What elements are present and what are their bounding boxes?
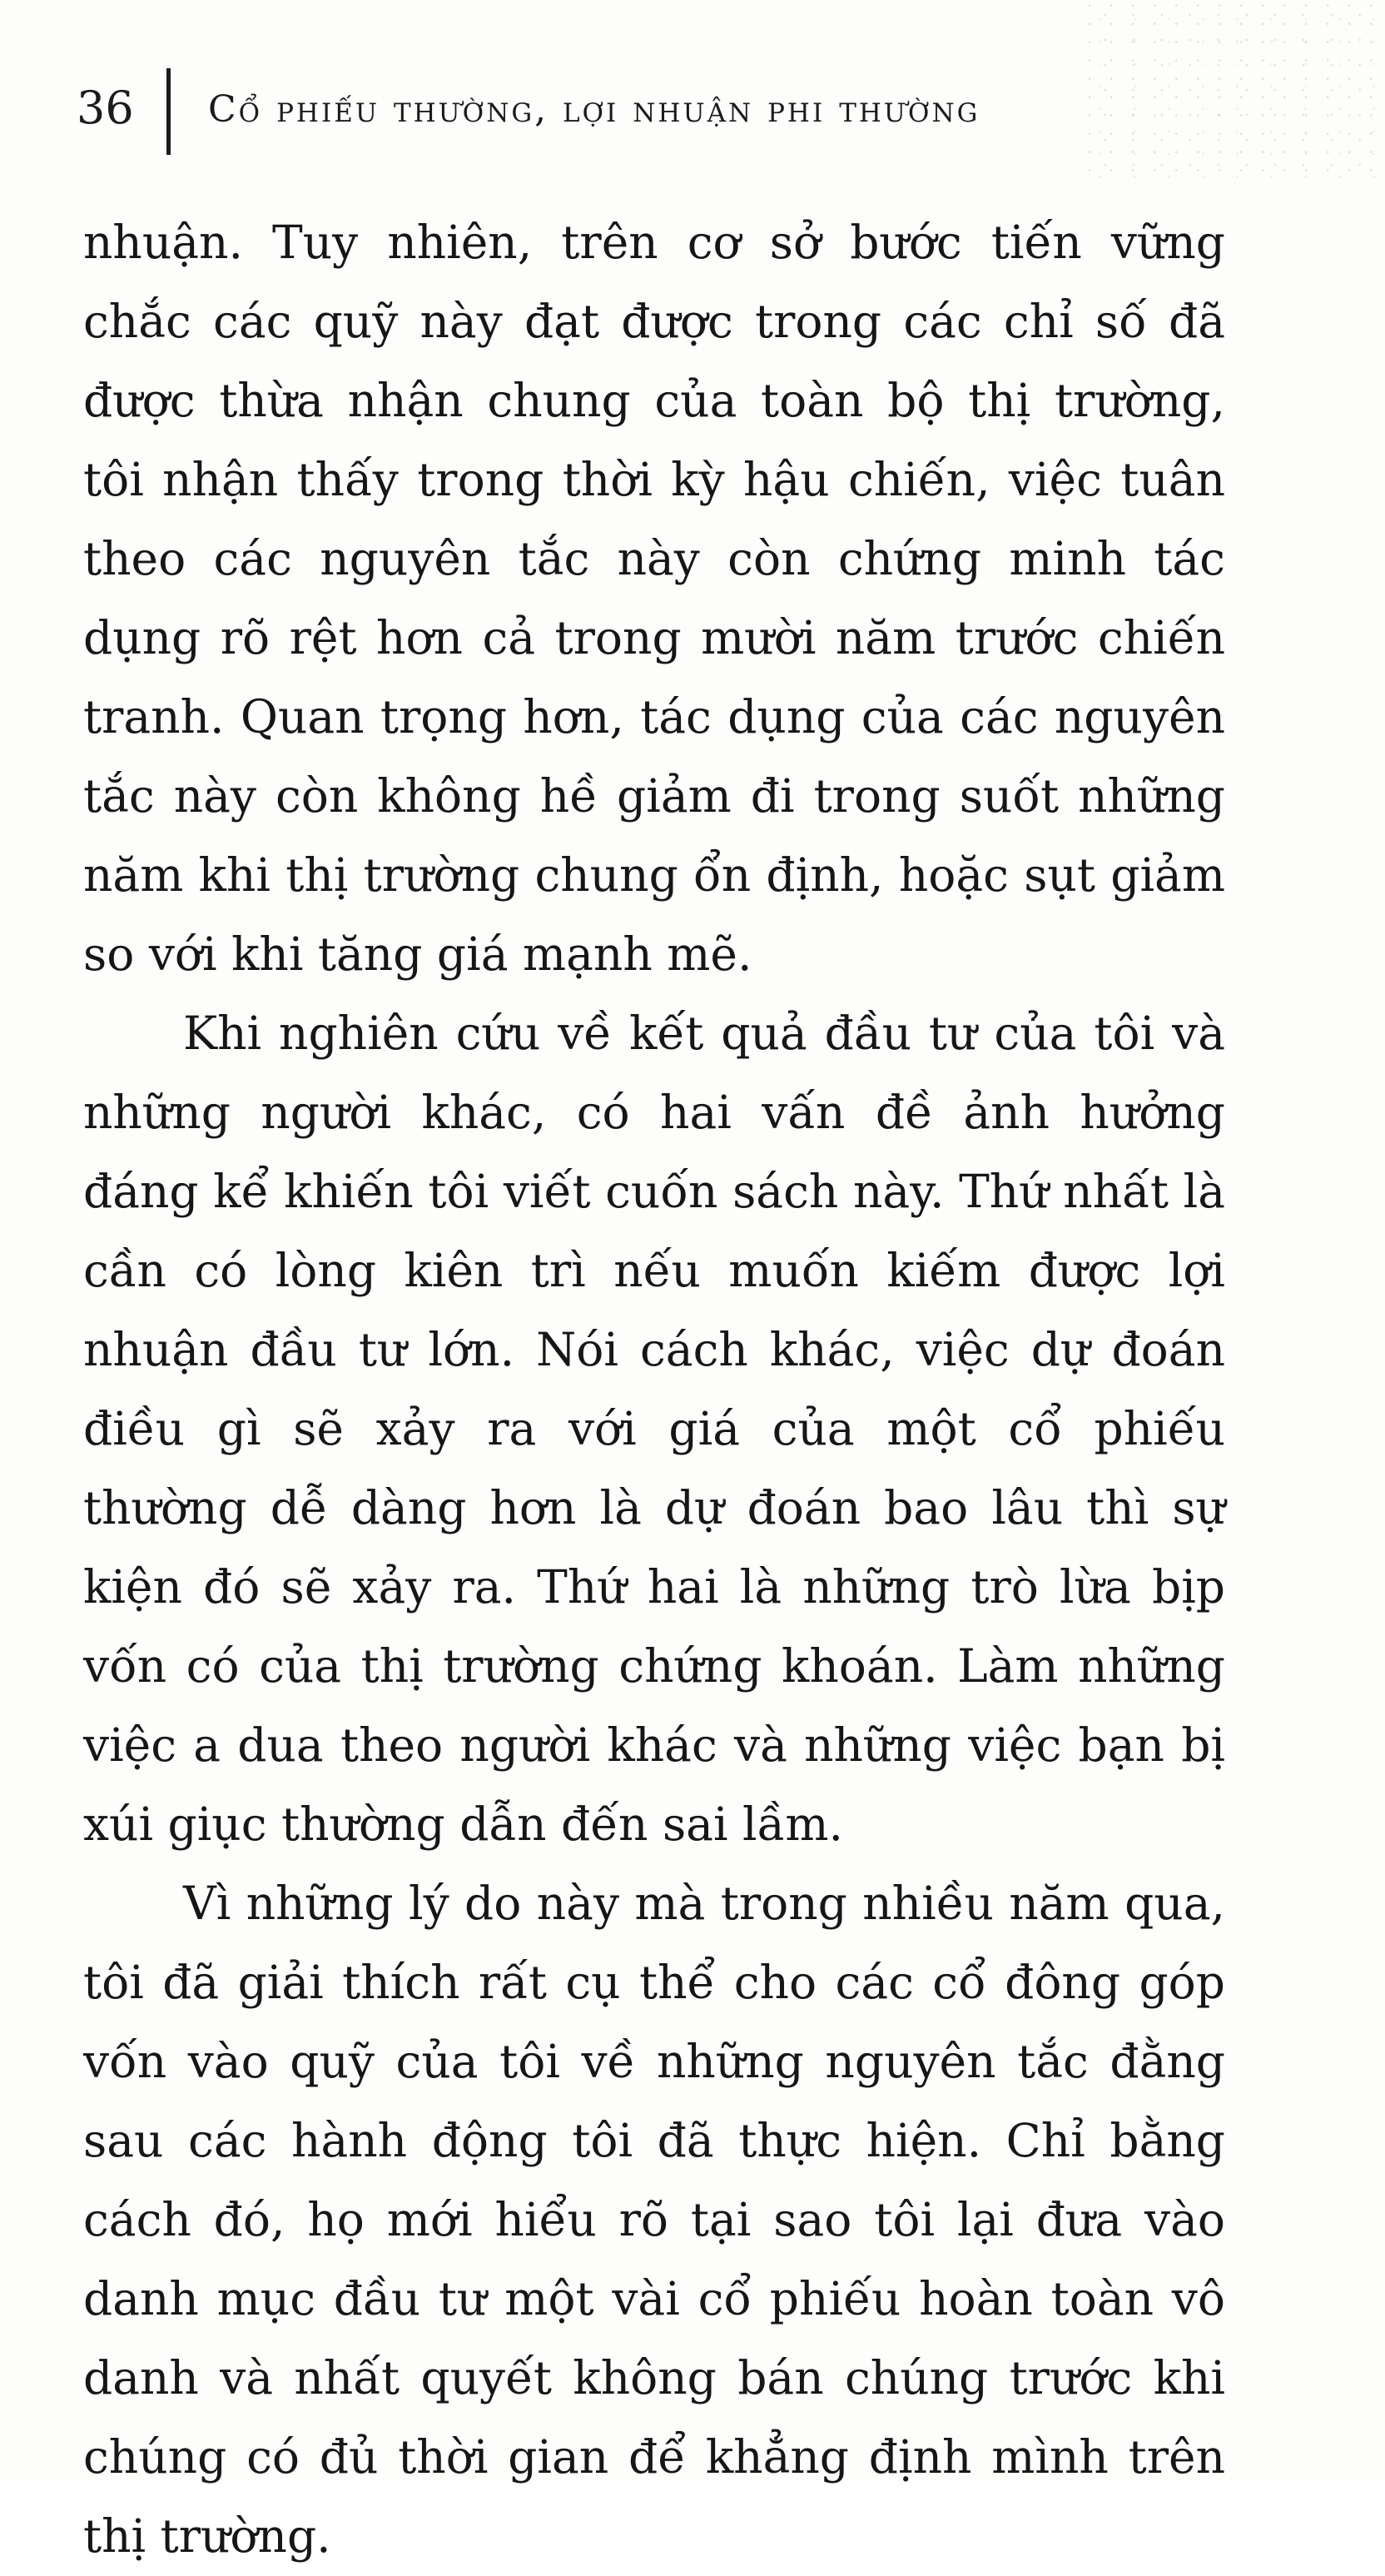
running-title: Cổ phiếu thường, lợi nhuận phi thường	[208, 88, 980, 131]
body-text	[83, 203, 1225, 2576]
page-header	[77, 68, 1258, 162]
page-number: 36	[77, 82, 134, 134]
paragraph-3: Vì những lý do này mà trong nhiều năm qua, tôi đã giải thích rất cụ thể cho các cổ đông góp vốn vào quỹ của tôi về những nguyên tắc đằng sau các hành động tôi đã thực hiện. Chỉ bằng cách đó, họ mới hiểu rõ tại sao tôi lại đưa vào danh mục đầu tư một vài cổ phiếu hoàn toàn vô danh và nhất quyết không bán chúng trước khi chúng có đủ thời gian để khẳng định mình trên thị trường.	[83, 1877, 1225, 2563]
paragraph-1: nhuận. Tuy nhiên, trên cơ sở bước tiến vững chắc các quỹ này đạt được trong các chỉ số đã được thừa nhận chung của toàn bộ thị trường, tôi nhận thấy trong thời kỳ hậu chiến, việc tuân theo các nguyên tắc này còn chứng minh tác dụng rõ rệt hơn cả trong mười năm trước chiến tranh. Quan trọng hơn, tác dụng của các nguyên tắc này còn không hề giảm đi trong suốt những năm khi thị trường chung ổn định, hoặc sụt giảm so với khi tăng giá mạnh mẽ.	[83, 216, 1225, 981]
header-divider	[166, 68, 171, 155]
paragraph-2: Khi nghiên cứu về kết quả đầu tư của tôi và những người khác, có hai vấn đề ảnh hưởng đáng kể khiến tôi viết cuốn sách này. Thứ nhất là cần có lòng kiên trì nếu muốn kiếm được lợi nhuận đầu tư lớn. Nói cách khác, việc dự đoán điều gì sẽ xảy ra với giá của một cổ phiếu thường dễ dàng hơn là dự đoán bao lâu thì sự kiện đó sẽ xảy ra. Thứ hai là những trò lừa bịp vốn có của thị trường chứng khoán. Làm những việc a dua theo người khác và những việc bạn bị xúi giục thường dẫn đến sai lầm.	[83, 1007, 1225, 1851]
